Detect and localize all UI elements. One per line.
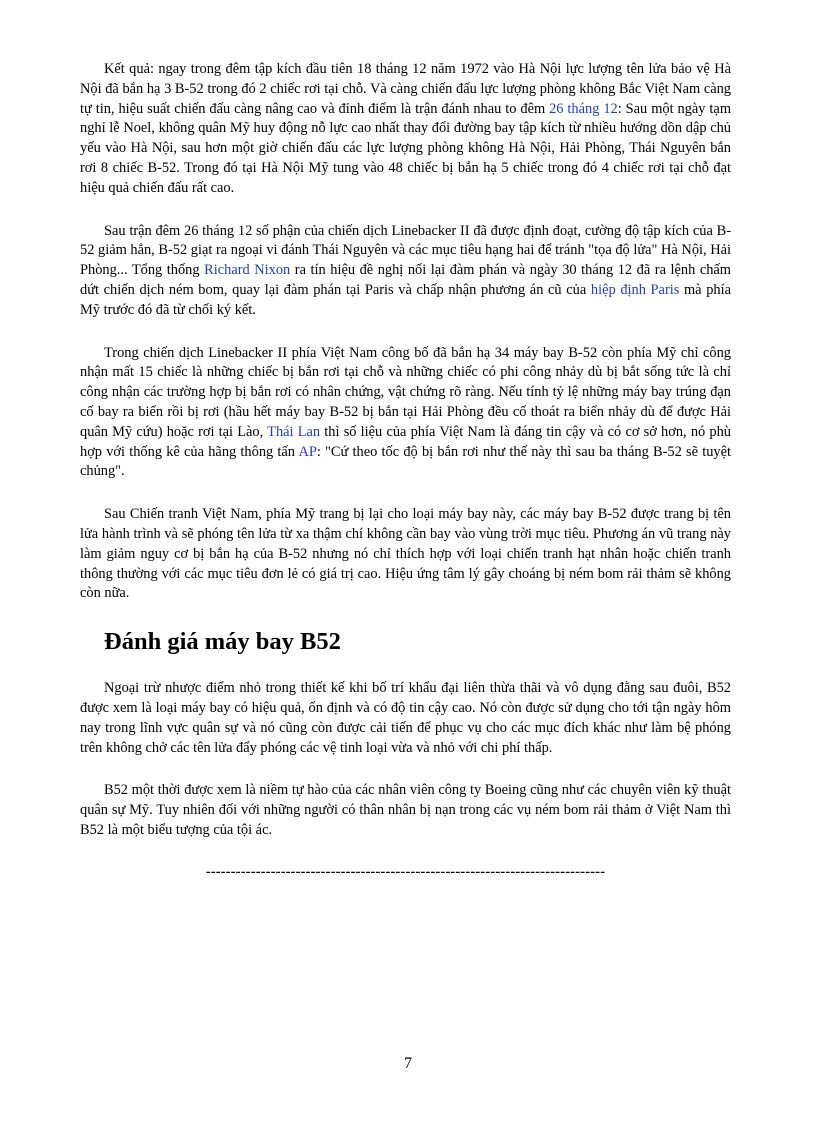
- paragraph-after-dec-26: [80, 222, 731, 321]
- paragraph-text: Kết quả: ngay trong đêm tập kích đầu tiên 18 tháng 12 năm 1972 vào Hà Nội lực lượng tên lửa bảo vệ Hà Nội đã bắn hạ 3 B-52 trong đó 2 chiếc rơi tại chỗ. Và càng chiến đấu lực lượng phòng không Bắc Việt Nam càng tự tin, hiệu suất chiến đấu càng nâng cao và đỉnh điểm là trận đánh nhau to đêm: [80, 61, 731, 117]
- paragraph-text: ra tín hiệu đề nghị nối lại đàm phán và ngày 30 tháng 12 đã ra lệnh chấm dứt chiến dịch ném bom, quay lại đàm phán tại Paris và chấp nhận phương án cũ của: [80, 262, 731, 298]
- link-richard-nixon[interactable]: Richard Nixon: [204, 262, 291, 279]
- paragraph-text: : Sau một ngày tạm nghỉ lễ Noel, không quân Mỹ huy động nỗ lực cao nhất thay đổi đường bay tập kích từ nhiều hướng dồn dập chủ yếu vào Hà Nội, sau hơn một giờ chiến đấu các lực lượng phòng không Hà Nội, Hải Phòng, Thái Nguyên bắn rơi 8 chiếc B-52. Trong đó tại Hà Nội Mỹ tung vào 48 chiếc bị bắn hạ 5 chiếc trong đó 4 chiếc rơi tại chỗ đạt hiệu quả chiến đấu rất cao.: [80, 100, 732, 196]
- paragraph-text: Sau trận đêm 26 tháng 12 số phận của chiến dịch Linebacker II đã được định đoạt, cường độ tập kích của B-52 giảm hẳn, B-52 giạt ra ngoại vi đánh Thái Nguyên và các mục tiêu hạng hai để tránh "tọa độ lửa" Hà Nội, Hải Phòng... Tổng thống: [80, 222, 731, 279]
- link-thai-lan[interactable]: Thái Lan: [267, 423, 321, 440]
- paragraph-symbol: B52 một thời được xem là niềm tự hào của các nhân viên công ty Boeing cũng như các chuyên viên kỹ thuật quân sự Mỹ. Tuy nhiên đối với những người có thân nhân bị nạn trong các vụ ném bom rải thảm ở Việt Nam thì B52 là một biểu tượng của tội ác.: [80, 782, 731, 838]
- paragraph-text: mà phía Mỹ trước đó đã từ chối ký kết.: [80, 281, 731, 318]
- document-page: [80, 60, 731, 881]
- page-number: 7: [404, 1055, 412, 1072]
- paragraph-evaluation: Ngoại trừ nhược điểm nhỏ trong thiết kế khi bố trí khẩu đại liên thừa thãi và vô dụng đằng sau đuôi, B52 được xem là loại máy bay có hiệu quả, ổn định và có độ tin cậy cao. Nó còn được sử dụng cho tới tận ngày hôm nay trong lĩnh vực quân sự và nó cũng còn được cải tiến để phục vụ cho các mục đích khác như làm bệ phóng trên không chở các tên lửa đẩy phóng các vệ tinh loại vừa và nhỏ với chi phí thấp.: [80, 680, 731, 756]
- link-26-thang-12[interactable]: 26 tháng 12: [549, 100, 618, 117]
- paragraph-text: thì số liệu của phía Việt Nam là đáng tin cậy và có cơ sở hơn, nó phù hợp với thống kê của hãng thông tấn: [80, 423, 732, 460]
- paragraph-losses: [80, 344, 731, 483]
- link-ap[interactable]: AP: [298, 443, 317, 460]
- paragraph-result: [80, 60, 731, 199]
- paragraph-text: : "Cứ theo tốc độ bị bắn rơi như thế này thì sau ba tháng B-52 sẽ tuyệt chủng".: [80, 443, 731, 480]
- divider-line: --------------------------------------------------------------------------------: [205, 863, 606, 880]
- paragraph-text: Trong chiến dịch Linebacker II phía Việt Nam công bố đã bắn hạ 34 máy bay B-52 còn phía Mỹ chỉ công nhận mất 15 chiếc là những chiếc bị bắn rơi tại chỗ và những chiếc có phi công nhảy dù bị bắt sống tức là chỉ công nhận các trường hợp bị bắn rơi có nhân chứng, vật chứng rõ ràng. Nếu tính tỷ lệ những máy bay trúng đạn cố bay ra biển rồi bị rơi (hầu hết máy bay B-52 bị bắn tại Hải Phòng đều cố thoát ra biển nhảy dù để được Hải quân Mỹ cứu) hoặc rơi tại Lào,: [80, 344, 731, 440]
- paragraph-postwar: Sau Chiến tranh Việt Nam, phía Mỹ trang bị lại cho loại máy bay này, các máy bay B-52 được trang bị tên lửa hành trình và sẽ phóng tên lửa từ xa thậm chí không cần bay vào vùng trời mục tiêu. Phương án vũ trang này làm giảm nguy cơ bị bắn hạ của B-52 nhưng nó chỉ thích hợp với loại chiến tranh hạt nhân hoặc chiến tranh thông thường với các mục tiêu đơn lẻ có giá trị cao. Hiệu ứng tâm lý gây choáng bị ném bom rải thảm sẽ không còn nữa.: [80, 506, 731, 602]
- section-heading: Đánh giá máy bay B52: [104, 628, 341, 656]
- link-hiep-dinh-paris[interactable]: hiệp định Paris: [590, 281, 680, 298]
